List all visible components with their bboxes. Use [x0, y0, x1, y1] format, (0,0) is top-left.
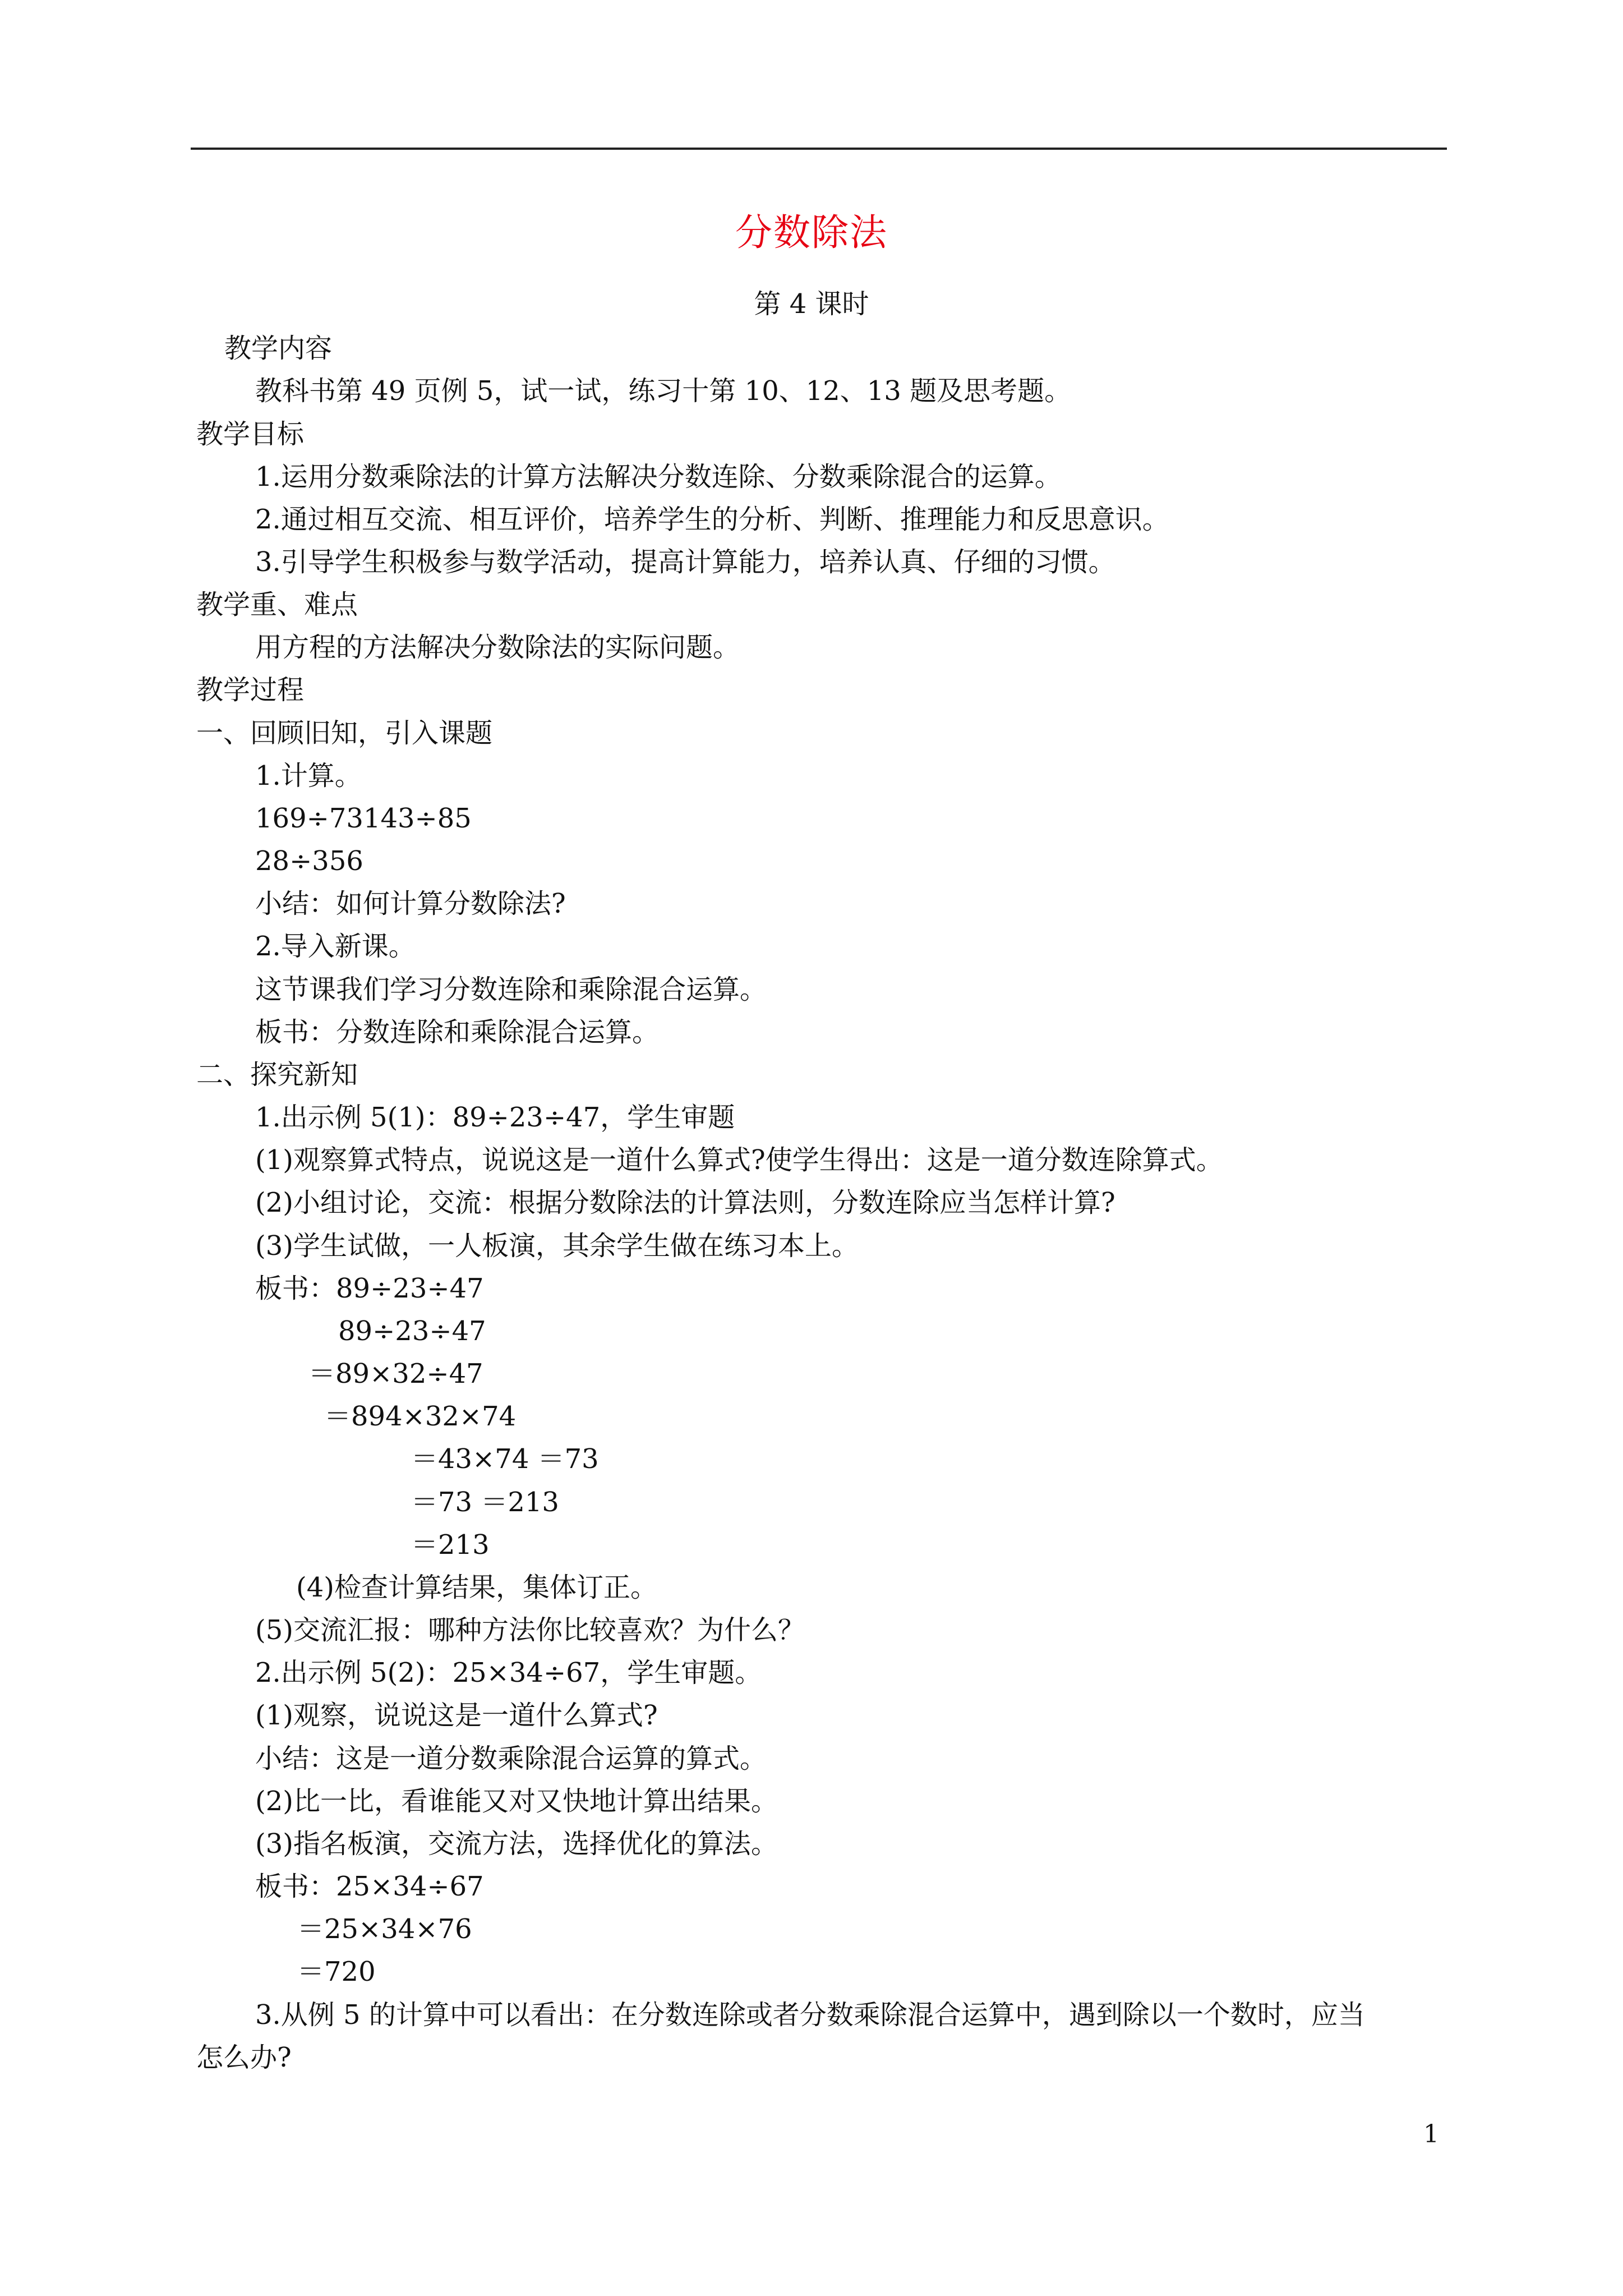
line-s2-1-b: (2)小组讨论，交流：根据分数除法的计算法则，分数连除应当怎样计算?	[255, 1187, 1115, 1218]
line-s1-board: 板书：分数连除和乘除混合运算。	[255, 1016, 660, 1048]
line-s2-2-c: (3)指名板演，交流方法，选择优化的算法。	[255, 1828, 778, 1860]
page-title: 分数除法	[735, 211, 888, 254]
line-section-2-heading: 二、探究新知	[196, 1059, 358, 1091]
line-s2-step-4: ＝43×74 ＝73	[411, 1443, 599, 1475]
line-s2-step-3: ＝894×32×74	[324, 1401, 517, 1432]
line-s1-item-1: 1.计算。	[255, 760, 362, 792]
line-s1-item-2: 2.导入新课。	[255, 931, 416, 962]
line-section-1-heading: 一、回顾旧知，引入课题	[196, 717, 493, 749]
line-s2-1-a: (1)观察算式特点，说说这是一道什么算式?使学生得出：这是一道分数连除算式。	[255, 1144, 1223, 1176]
lesson-subtitle: 第 4 课时	[754, 288, 869, 320]
line-s1-summary: 小结：如何计算分数除法?	[255, 888, 566, 919]
line-s2-2-b: (2)比一比，看谁能又对又快地计算出结果。	[255, 1786, 778, 1817]
line-s2-board-2: 板书：25×34÷67	[255, 1871, 484, 1902]
line-s2-1-c: (3)学生试做，一人板演，其余学生做在练习本上。	[255, 1230, 859, 1262]
line-s2-1-e: (5)交流汇报：哪种方法你比较喜欢？为什么？	[255, 1614, 805, 1646]
line-keypoints-heading: 教学重、难点	[196, 589, 358, 620]
line-s2-2-step-1: ＝25×34×76	[297, 1913, 472, 1945]
line-s2-2-a: (1)观察，说说这是一道什么算式?	[255, 1700, 658, 1731]
line-s2-1-d: (4)检查计算结果，集体订正。	[296, 1572, 657, 1603]
line-s2-step-5: ＝73 ＝213	[411, 1487, 559, 1518]
line-content-heading: 教学内容	[224, 333, 333, 364]
line-goal-2: 2.通过相互交流、相互评价，培养学生的分析、判断、推理能力和反思意识。	[255, 504, 1169, 535]
header-rule	[191, 148, 1447, 150]
line-goal-3: 3.引导学生积极参与数学活动，提高计算能力，培养认真、仔细的习惯。	[255, 546, 1115, 578]
line-s2-item-3-l1: 3.从例 5 的计算中可以看出：在分数连除或者分数乘除混合运算中，遇到除以一个数时，应当	[255, 1999, 1365, 2031]
line-s1-calc-2: 28÷356	[255, 845, 363, 877]
line-content-text: 教科书第 49 页例 5，试一试，练习十第 10、12、13 题及思考题。	[255, 375, 1072, 407]
line-s2-item-3-l2: 怎么办?	[196, 2042, 292, 2073]
line-s2-item-1: 1.出示例 5(1)：89÷23÷47，学生审题	[255, 1102, 735, 1133]
line-s2-step-2: ＝89×32÷47	[308, 1358, 483, 1389]
page-number: 1	[1423, 2120, 1439, 2148]
line-s2-2-summary: 小结：这是一道分数乘除混合运算的算式。	[255, 1743, 767, 1774]
line-s2-board-1: 板书：89÷23÷47	[255, 1273, 484, 1304]
line-s1-intro: 这节课我们学习分数连除和乘除混合运算。	[255, 974, 767, 1005]
line-s2-2-step-2: ＝720	[297, 1956, 376, 1987]
line-goals-heading: 教学目标	[196, 418, 305, 450]
line-s2-step-1: 89÷23÷47	[338, 1315, 486, 1347]
line-s2-item-2: 2.出示例 5(2)：25×34÷67，学生审题。	[255, 1657, 762, 1688]
line-s2-step-6: ＝213	[411, 1529, 490, 1561]
line-s1-calc-1: 169÷73143÷85	[255, 803, 472, 834]
line-keypoints-text: 用方程的方法解决分数除法的实际问题。	[255, 632, 740, 663]
line-process-heading: 教学过程	[196, 674, 305, 706]
line-goal-1: 1.运用分数乘除法的计算方法解决分数连除、分数乘除混合的运算。	[255, 461, 1062, 493]
